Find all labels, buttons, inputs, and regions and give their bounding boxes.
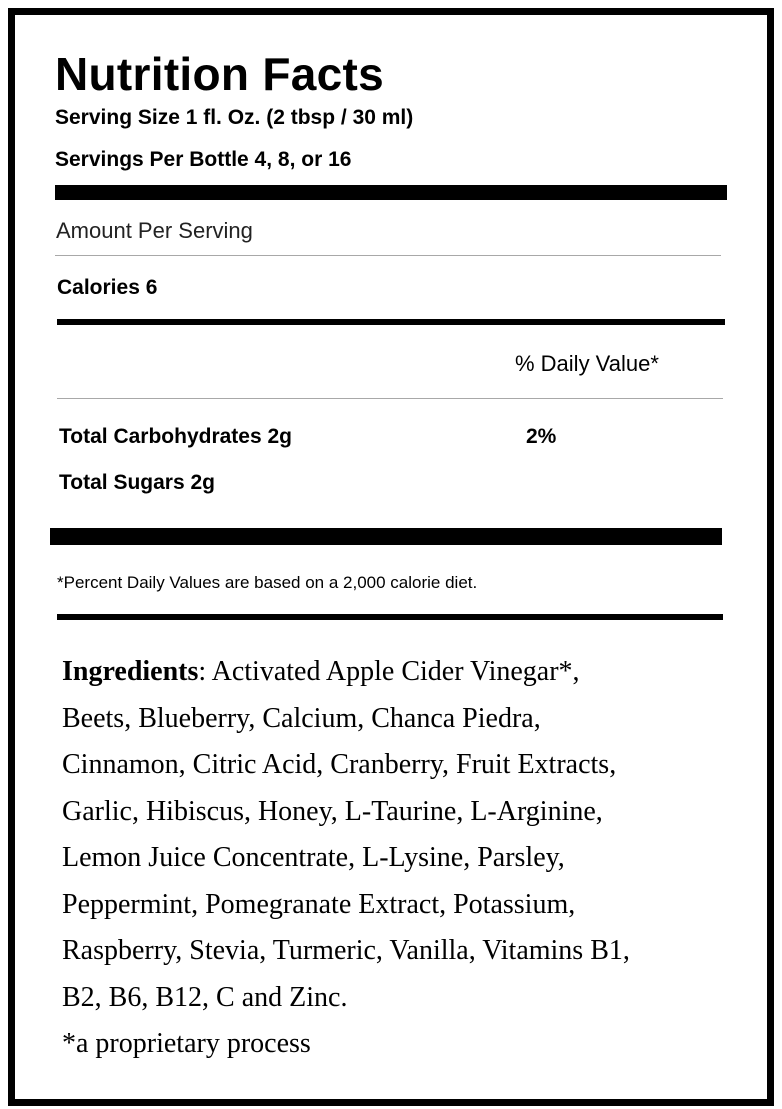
nutrition-label: [8, 8, 774, 1106]
ingredients-heading: Ingredients: [62, 656, 199, 687]
ingredients-line: Ingredients: Activated Apple Cider Vinegar*,: [62, 656, 580, 687]
label-title: Nutrition Facts: [55, 48, 385, 100]
nutrient-daily-value: 2%: [526, 425, 557, 448]
medium-divider: [57, 319, 725, 325]
thin-divider: [55, 255, 721, 256]
ingredients-line: Raspberry, Stevia, Turmeric, Vanilla, Vitamins B1,: [62, 935, 630, 966]
thick-divider: [55, 185, 727, 200]
nutrient-label: Total Sugars 2g: [59, 471, 215, 494]
calories: Calories 6: [57, 276, 158, 299]
ingredients-line: B2, B6, B12, C and Zinc.: [62, 981, 348, 1013]
ingredients-line: Beets, Blueberry, Calcium, Chanca Piedra,: [62, 702, 541, 734]
servings-per-bottle: Servings Per Bottle 4, 8, or 16: [55, 148, 352, 171]
nutrient-label: Total Carbohydrates 2g: [59, 425, 292, 448]
ingredients-line: Garlic, Hibiscus, Honey, L-Taurine, L-Arginine,: [62, 795, 603, 827]
medium-divider: [57, 614, 723, 620]
ingredients-note: *a proprietary process: [62, 1028, 311, 1059]
serving-size: Serving Size 1 fl. Oz. (2 tbsp / 30 ml): [55, 106, 414, 129]
daily-value-header: % Daily Value*: [515, 351, 659, 376]
daily-value-footnote: *Percent Daily Values are based on a 2,000 calorie diet.: [57, 573, 478, 592]
ingredients-line: Cinnamon, Citric Acid, Cranberry, Fruit Extracts,: [62, 749, 617, 780]
amount-per-serving: Amount Per Serving: [56, 218, 253, 243]
thick-divider: [50, 528, 722, 545]
ingredients-block: [62, 649, 742, 1068]
thin-divider: [57, 398, 723, 399]
ingredients-line: Peppermint, Pomegranate Extract, Potassium,: [62, 888, 576, 920]
ingredients-line: Lemon Juice Concentrate, L-Lysine, Parsley,: [62, 842, 565, 873]
